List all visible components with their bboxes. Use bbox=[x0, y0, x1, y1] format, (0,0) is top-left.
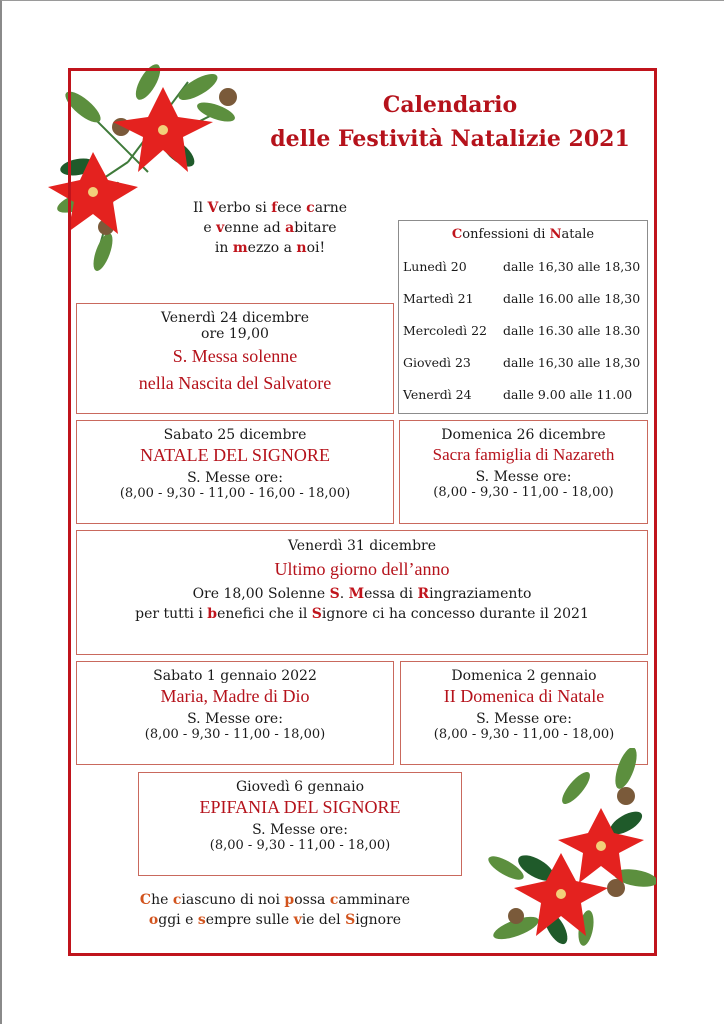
text-run: ingraziamento bbox=[429, 586, 532, 602]
confessions-box bbox=[398, 220, 648, 414]
event-date: Domenica 2 gennaio bbox=[451, 668, 597, 684]
highlighted-letter: S bbox=[345, 912, 356, 928]
mass-label: S. Messe ore: bbox=[187, 470, 283, 486]
closing-blessing bbox=[110, 890, 440, 930]
event-date: Venerdì 31 dicembre bbox=[287, 538, 437, 554]
event-dec31 bbox=[76, 530, 648, 655]
title-mid: onfessioni di bbox=[462, 227, 550, 242]
event-dec24 bbox=[76, 303, 394, 414]
mass-times: (8,00 - 9,30 - 11,00 - 16,00 - 18,00) bbox=[119, 486, 351, 501]
event-dec25 bbox=[76, 420, 394, 524]
event-title: II Domenica di Natale bbox=[443, 686, 605, 706]
text-run: e bbox=[203, 220, 217, 236]
highlighted-letter: S bbox=[311, 606, 322, 622]
event-subtitle: nella Nascita del Salvatore bbox=[138, 373, 332, 393]
mass-times: (8,00 - 9,30 - 11,00 - 18,00) bbox=[144, 727, 326, 742]
text-run: iascuno di noi bbox=[181, 892, 285, 908]
event-title: EPIFANIA DEL SIGNORE bbox=[199, 797, 401, 817]
highlighted-letter: m bbox=[232, 240, 248, 256]
highlighted-letter: c bbox=[306, 200, 315, 216]
mass-times: (8,00 - 9,30 - 11,00 - 18,00) bbox=[433, 727, 615, 742]
text-run: Ore 18,00 Solenne bbox=[192, 586, 330, 602]
highlighted-letter: a bbox=[285, 220, 295, 236]
mass-label: S. Messe ore: bbox=[187, 711, 283, 727]
text-run: he bbox=[151, 892, 173, 908]
event-date: Giovedì 6 gennaio bbox=[235, 779, 365, 795]
text-line bbox=[110, 910, 440, 930]
highlighted-letter: M bbox=[348, 586, 365, 602]
mass-label: S. Messe ore: bbox=[475, 469, 572, 485]
text-run: ignore ci ha concesso durante il 2021 bbox=[321, 606, 589, 622]
text-run: ezzo a bbox=[247, 240, 297, 256]
text-run: . bbox=[339, 586, 349, 602]
text-run: Il bbox=[192, 200, 208, 216]
text-run: ignore bbox=[355, 912, 402, 928]
mass-label: S. Messe ore: bbox=[252, 822, 348, 838]
title-rest: atale bbox=[561, 227, 595, 242]
text-run: arne bbox=[314, 200, 348, 216]
event-dec26 bbox=[399, 420, 648, 524]
confession-row bbox=[403, 291, 643, 306]
confession-day: Mercoledì 22 bbox=[403, 323, 487, 338]
event-date: Domenica 26 dicembre bbox=[441, 427, 606, 443]
calendar-subtitle: delle Festività Natalizie 2021 bbox=[270, 126, 630, 152]
confession-time: dalle 16,30 alle 18,30 bbox=[503, 259, 641, 274]
highlighted-letter: c bbox=[172, 892, 182, 908]
event-description-line1 bbox=[77, 586, 647, 602]
confession-row bbox=[403, 355, 643, 370]
event-jan6 bbox=[138, 772, 462, 876]
highlighted-letter: s bbox=[197, 912, 206, 928]
event-title: Maria, Madre di Dio bbox=[160, 686, 310, 706]
text-run: oi! bbox=[306, 240, 326, 256]
text-line bbox=[110, 890, 440, 910]
highlighted-letter: n bbox=[296, 240, 307, 256]
text-run: ggi e bbox=[158, 912, 198, 928]
highlighted-letter: f bbox=[271, 200, 278, 216]
mass-label: S. Messe ore: bbox=[476, 711, 572, 727]
highlighted-letter: v bbox=[293, 912, 302, 928]
poinsettia-decoration-bottom-right bbox=[476, 748, 656, 948]
confession-row bbox=[403, 259, 643, 274]
text-run: empre sulle bbox=[205, 912, 294, 928]
event-jan1 bbox=[76, 661, 394, 765]
event-description-line2 bbox=[77, 606, 647, 622]
scripture-verse bbox=[160, 198, 380, 258]
event-date: Venerdì 24 dicembre bbox=[160, 310, 310, 326]
event-title: Sacra famiglia di Nazareth bbox=[432, 445, 615, 464]
mass-times: (8,00 - 9,30 - 11,00 - 18,00) bbox=[209, 838, 391, 853]
highlighted-letter: S bbox=[329, 586, 340, 602]
highlighted-letter: R bbox=[417, 586, 430, 602]
confessions-title bbox=[399, 227, 647, 242]
text-run: amminare bbox=[338, 892, 411, 908]
text-run: ossa bbox=[294, 892, 330, 908]
text-run: enefici che il bbox=[217, 606, 312, 622]
text-run: in bbox=[214, 240, 233, 256]
text-run: enne ad bbox=[224, 220, 286, 236]
text-run: essa di bbox=[364, 586, 418, 602]
calendar-title: Calendario bbox=[382, 92, 518, 118]
confession-day: Lunedì 20 bbox=[403, 259, 467, 274]
event-date: Sabato 1 gennaio 2022 bbox=[153, 668, 317, 684]
highlighted-letter: c bbox=[329, 892, 339, 908]
highlighted-letter: C bbox=[139, 892, 152, 908]
highlighted-letter: o bbox=[148, 912, 159, 928]
text-run: erbo si bbox=[218, 200, 272, 216]
title-initial-c: C bbox=[451, 227, 463, 242]
confession-time: dalle 16,30 alle 18,30 bbox=[503, 355, 641, 370]
confession-time: dalle 16.30 alle 18.30 bbox=[503, 323, 641, 338]
event-title: Ultimo giorno dell’anno bbox=[274, 559, 450, 579]
highlighted-letter: p bbox=[284, 892, 295, 908]
confession-day: Venerdì 24 bbox=[403, 387, 472, 402]
event-time: ore 19,00 bbox=[201, 326, 269, 342]
confession-row bbox=[403, 387, 643, 402]
text-line bbox=[160, 218, 380, 238]
confession-day: Giovedì 23 bbox=[403, 355, 471, 370]
text-line bbox=[160, 238, 380, 258]
confession-row bbox=[403, 323, 643, 338]
text-run: ie del bbox=[301, 912, 346, 928]
confession-time: dalle 16.00 alle 18,30 bbox=[503, 291, 641, 306]
event-title: S. Messa solenne bbox=[172, 346, 298, 366]
highlighted-letter: V bbox=[207, 200, 219, 216]
text-run: per tutti i bbox=[135, 606, 208, 622]
text-line bbox=[160, 198, 380, 218]
title-initial-n: N bbox=[549, 227, 562, 242]
event-date: Sabato 25 dicembre bbox=[163, 427, 307, 443]
highlighted-letter: b bbox=[207, 606, 218, 622]
confession-day: Martedì 21 bbox=[403, 291, 474, 306]
event-title: NATALE DEL SIGNORE bbox=[140, 445, 330, 465]
highlighted-letter: v bbox=[216, 220, 225, 236]
mass-times: (8,00 - 9,30 - 11,00 - 18,00) bbox=[433, 485, 614, 500]
text-run: bitare bbox=[294, 220, 337, 236]
text-run: ece bbox=[277, 200, 307, 216]
confession-time: dalle 9.00 alle 11.00 bbox=[503, 387, 633, 402]
